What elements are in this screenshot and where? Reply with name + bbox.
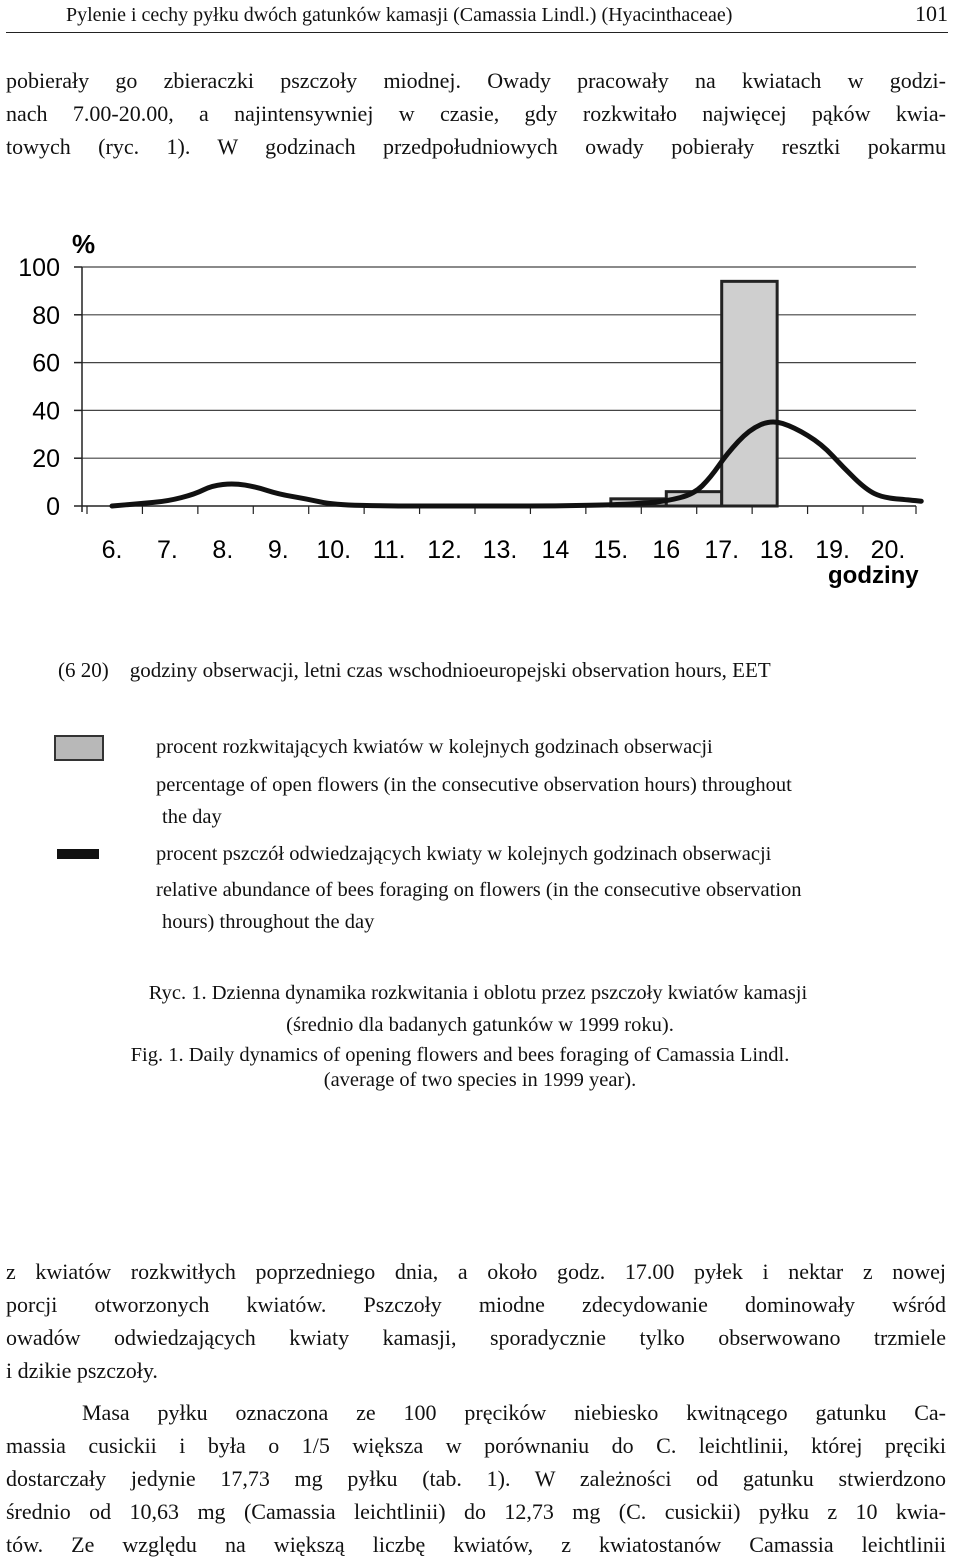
text-line: Masa pyłku oznaczona ze 100 pręcików niebiesko kwitnącego gatunku Ca- — [82, 1400, 946, 1425]
x-tick-label: 13. — [482, 536, 518, 564]
legend-hours-note: (6 20) godziny obserwacji, letni czas wschodnioeuropejski observation hours, EET — [58, 658, 771, 682]
text-line: tów. Ze względu na większą liczbę kwiatów, z kwiatostanów Camassia leichtlinii — [6, 1532, 946, 1557]
x-tick-label: 18. — [759, 536, 795, 564]
chart-axes — [74, 267, 916, 514]
text-line: i dzikie pszczoły. — [6, 1358, 158, 1383]
caption-pl-2: (średnio dla badanych gatunków w 1999 roku). — [286, 1014, 674, 1036]
y-axis-unit-label: % — [72, 229, 96, 259]
x-tick-label: 12. — [427, 536, 462, 564]
chart-x-tick-labels — [102, 536, 906, 564]
figure-chart — [0, 215, 960, 595]
x-tick-label: 17. — [704, 536, 740, 564]
y-tick-label: 80 — [32, 301, 60, 330]
legend-bar-pl: procent rozkwitających kwiatów w kolejnych godzinach obserwacji — [156, 736, 713, 758]
text-line: porcji otworzonych kwiatów. Pszczoły miodne zdecydowanie dominowały wśród — [6, 1292, 946, 1317]
caption-pl-1: Ryc. 1. Dzienna dynamika rozkwitania i oblotu przez pszczoły kwiatów kamasji — [148, 982, 808, 1004]
x-tick-label: 15. — [593, 536, 629, 564]
y-tick-label: 0 — [46, 493, 60, 521]
x-tick-label: 9. — [267, 536, 289, 564]
caption-en-2: (average of two species in 1999 year). — [323, 1069, 637, 1091]
body-paragraph-1 — [6, 1255, 946, 1387]
legend-line-pl: procent pszczół odwiedzających kwiaty w kolejnych godzinach obserwacji — [156, 843, 772, 865]
legend-bar-en-2: the day — [162, 806, 222, 828]
legend-bar-text — [156, 731, 936, 833]
running-title: Pylenie i cechy pyłku dwóch gatunków kamasji (Camassia Lindl.) (Hyacinthaceae) — [66, 4, 733, 26]
text-line: średnio od 10,63 mg (Camassia leichtlinii) do 12,73 mg (C. cusickii) pyłku z 10 kwia- — [6, 1499, 946, 1524]
chart-series-line — [112, 422, 921, 506]
legend-line-swatch — [57, 849, 99, 859]
x-tick-label: 20. — [870, 536, 906, 564]
text-line: z kwiatów rozkwitłych poprzedniego dnia, a około godz. 17.00 pyłek i nektar z nowej — [6, 1259, 946, 1284]
legend-line-en-1: relative abundance of bees foraging on flowers (in the consecutive observation — [156, 879, 802, 901]
x-tick-label: 10. — [316, 536, 352, 564]
text-line: towych (ryc. 1). W godzinach przedpołudniowych owady pobierały resztki pokarmu — [6, 134, 946, 159]
x-tick-label: 7. — [156, 536, 178, 564]
figure-caption — [0, 982, 960, 1092]
x-tick-label: 16 — [652, 536, 681, 564]
y-tick-label: 100 — [18, 254, 60, 282]
text-line: nach 7.00-20.00, a najintensywniej w czasie, gdy rozkwitało najwięcej pąków kwia- — [6, 101, 946, 126]
chart-gridlines — [82, 267, 916, 458]
text-line: owadów odwiedzających kwiaty kamasji, sporadycznie tylko obserwowano trzmiele — [6, 1325, 946, 1350]
legend-bar-en-1: percentage of open flowers (in the consecutive observation hours) throughout — [156, 774, 792, 796]
text-line: dostarczały jedynie 17,73 mg pyłku (tab. 1). W zależności od gatunku stwierdzono — [6, 1466, 946, 1491]
caption-en-1: Fig. 1. Daily dynamics of opening flowers and bees foraging of Camassia Lindl. — [130, 1044, 790, 1066]
page-number: 101 — [915, 1, 948, 26]
running-head — [6, 0, 948, 33]
legend-line-text — [156, 838, 936, 938]
y-tick-label: 40 — [32, 397, 60, 426]
x-tick-label: 6. — [101, 536, 123, 564]
x-tick-label: 11. — [372, 536, 406, 564]
text-line: massia cusickii i była o 1/5 większa w porównaniu do C. leichtlinii, której pręciki — [6, 1433, 946, 1458]
legend-bar-swatch — [54, 735, 104, 761]
x-tick-label: 14 — [541, 536, 570, 564]
text-line: pobierały go zbieraczki pszczoły miodnej. Owady pracowały na kwiatach w godzi- — [6, 68, 946, 93]
x-tick-label: 8. — [212, 536, 234, 564]
body-paragraph-top — [6, 64, 946, 163]
chart-y-tick-labels — [18, 254, 60, 521]
x-tick-label: 19. — [815, 536, 850, 564]
chart-bar — [722, 281, 777, 506]
y-tick-label: 20 — [32, 445, 60, 474]
legend-line-en-2: hours) throughout the day — [162, 911, 375, 933]
y-tick-label: 60 — [32, 349, 60, 378]
body-paragraph-2 — [6, 1396, 946, 1561]
x-axis-label: godziny — [828, 562, 919, 589]
